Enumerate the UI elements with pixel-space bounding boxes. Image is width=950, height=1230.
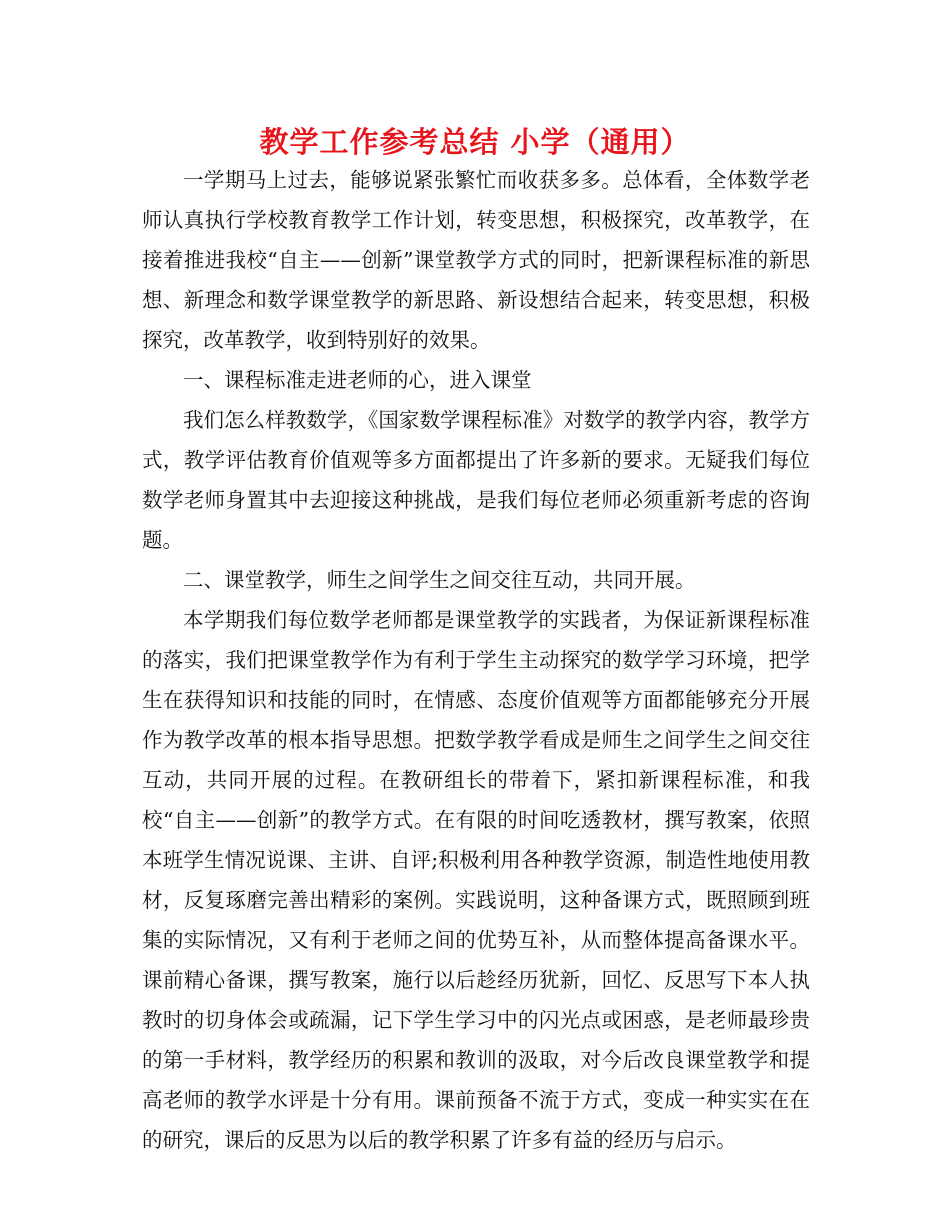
section-heading-2: 二、课堂教学，师生之间学生之间交往互动，共同开展。: [183, 568, 696, 592]
document-title: 教学工作参考总结 小学（通用）: [259, 125, 691, 159]
paragraph-section-1: 我们怎么样教数学，《国家数学课程标准》对数学的教学内容，教学方式，教学评估教育价值观等多方面都提出了许多新的要求。无疑我们每位数学老师身置其中去迎接这种挑战，是我们每位老师必须重新考虑的咨询题。: [142, 408, 810, 552]
paragraph-intro: 一学期马上过去，能够说紧张繁忙而收获多多。总体看，全体数学老师认真执行学校教育教学工作计划，转变思想，积极探究，改革教学，在接着推进我校“自主——创新”课堂教学方式的同时，把新课程标准的新思想、新理念和数学课堂教学的新思路、新设想结合起来，转变思想，积极探究，改革教学，收到特别好的效果。: [142, 168, 810, 352]
paragraph-section-2: 本学期我们每位数学老师都是课堂教学的实践者，为保证新课程标准的落实，我们把课堂教学作为有利于学生主动探究的数学学习环境，把学生在获得知识和技能的同时，在情感、态度价值观等方面都能够充分开展作为教学改革的根本指导思想。把数学教学看成是师生之间学生之间交往互动，共同开展的过程。在教研组长的带着下，紧扣新课程标准，和我校“自主——创新”的教学方式。在有限的时间吃透教材，撰写教案，依照本班学生情况说课、主讲、自评;积极利用各种教学资源，制造性地使用教材，反复琢磨完善出精彩的案例。实践说明，这种备课方式，既照顾到班集的实际情况，又有利于老师之间的优势互补，从而整体提高备课水平。课前精心备课，撰写教案，施行以后趁经历犹新，回忆、反思写下本人执教时的切身体会或疏漏，记下学生学习中的闪光点或困惑，是老师最珍贵的第一手材料，教学经历的积累和教训的汲取，对今后改良课堂教学和提高老师的教学水评是十分有用。课前预备不流于方式，变成一种实实在在的研究，课后的反思为以后的教学积累了许多有益的经历与启示。: [142, 608, 810, 1152]
section-heading-1: 一、课程标准走进老师的心，进入课堂: [183, 368, 532, 392]
document-body: [142, 160, 810, 1160]
